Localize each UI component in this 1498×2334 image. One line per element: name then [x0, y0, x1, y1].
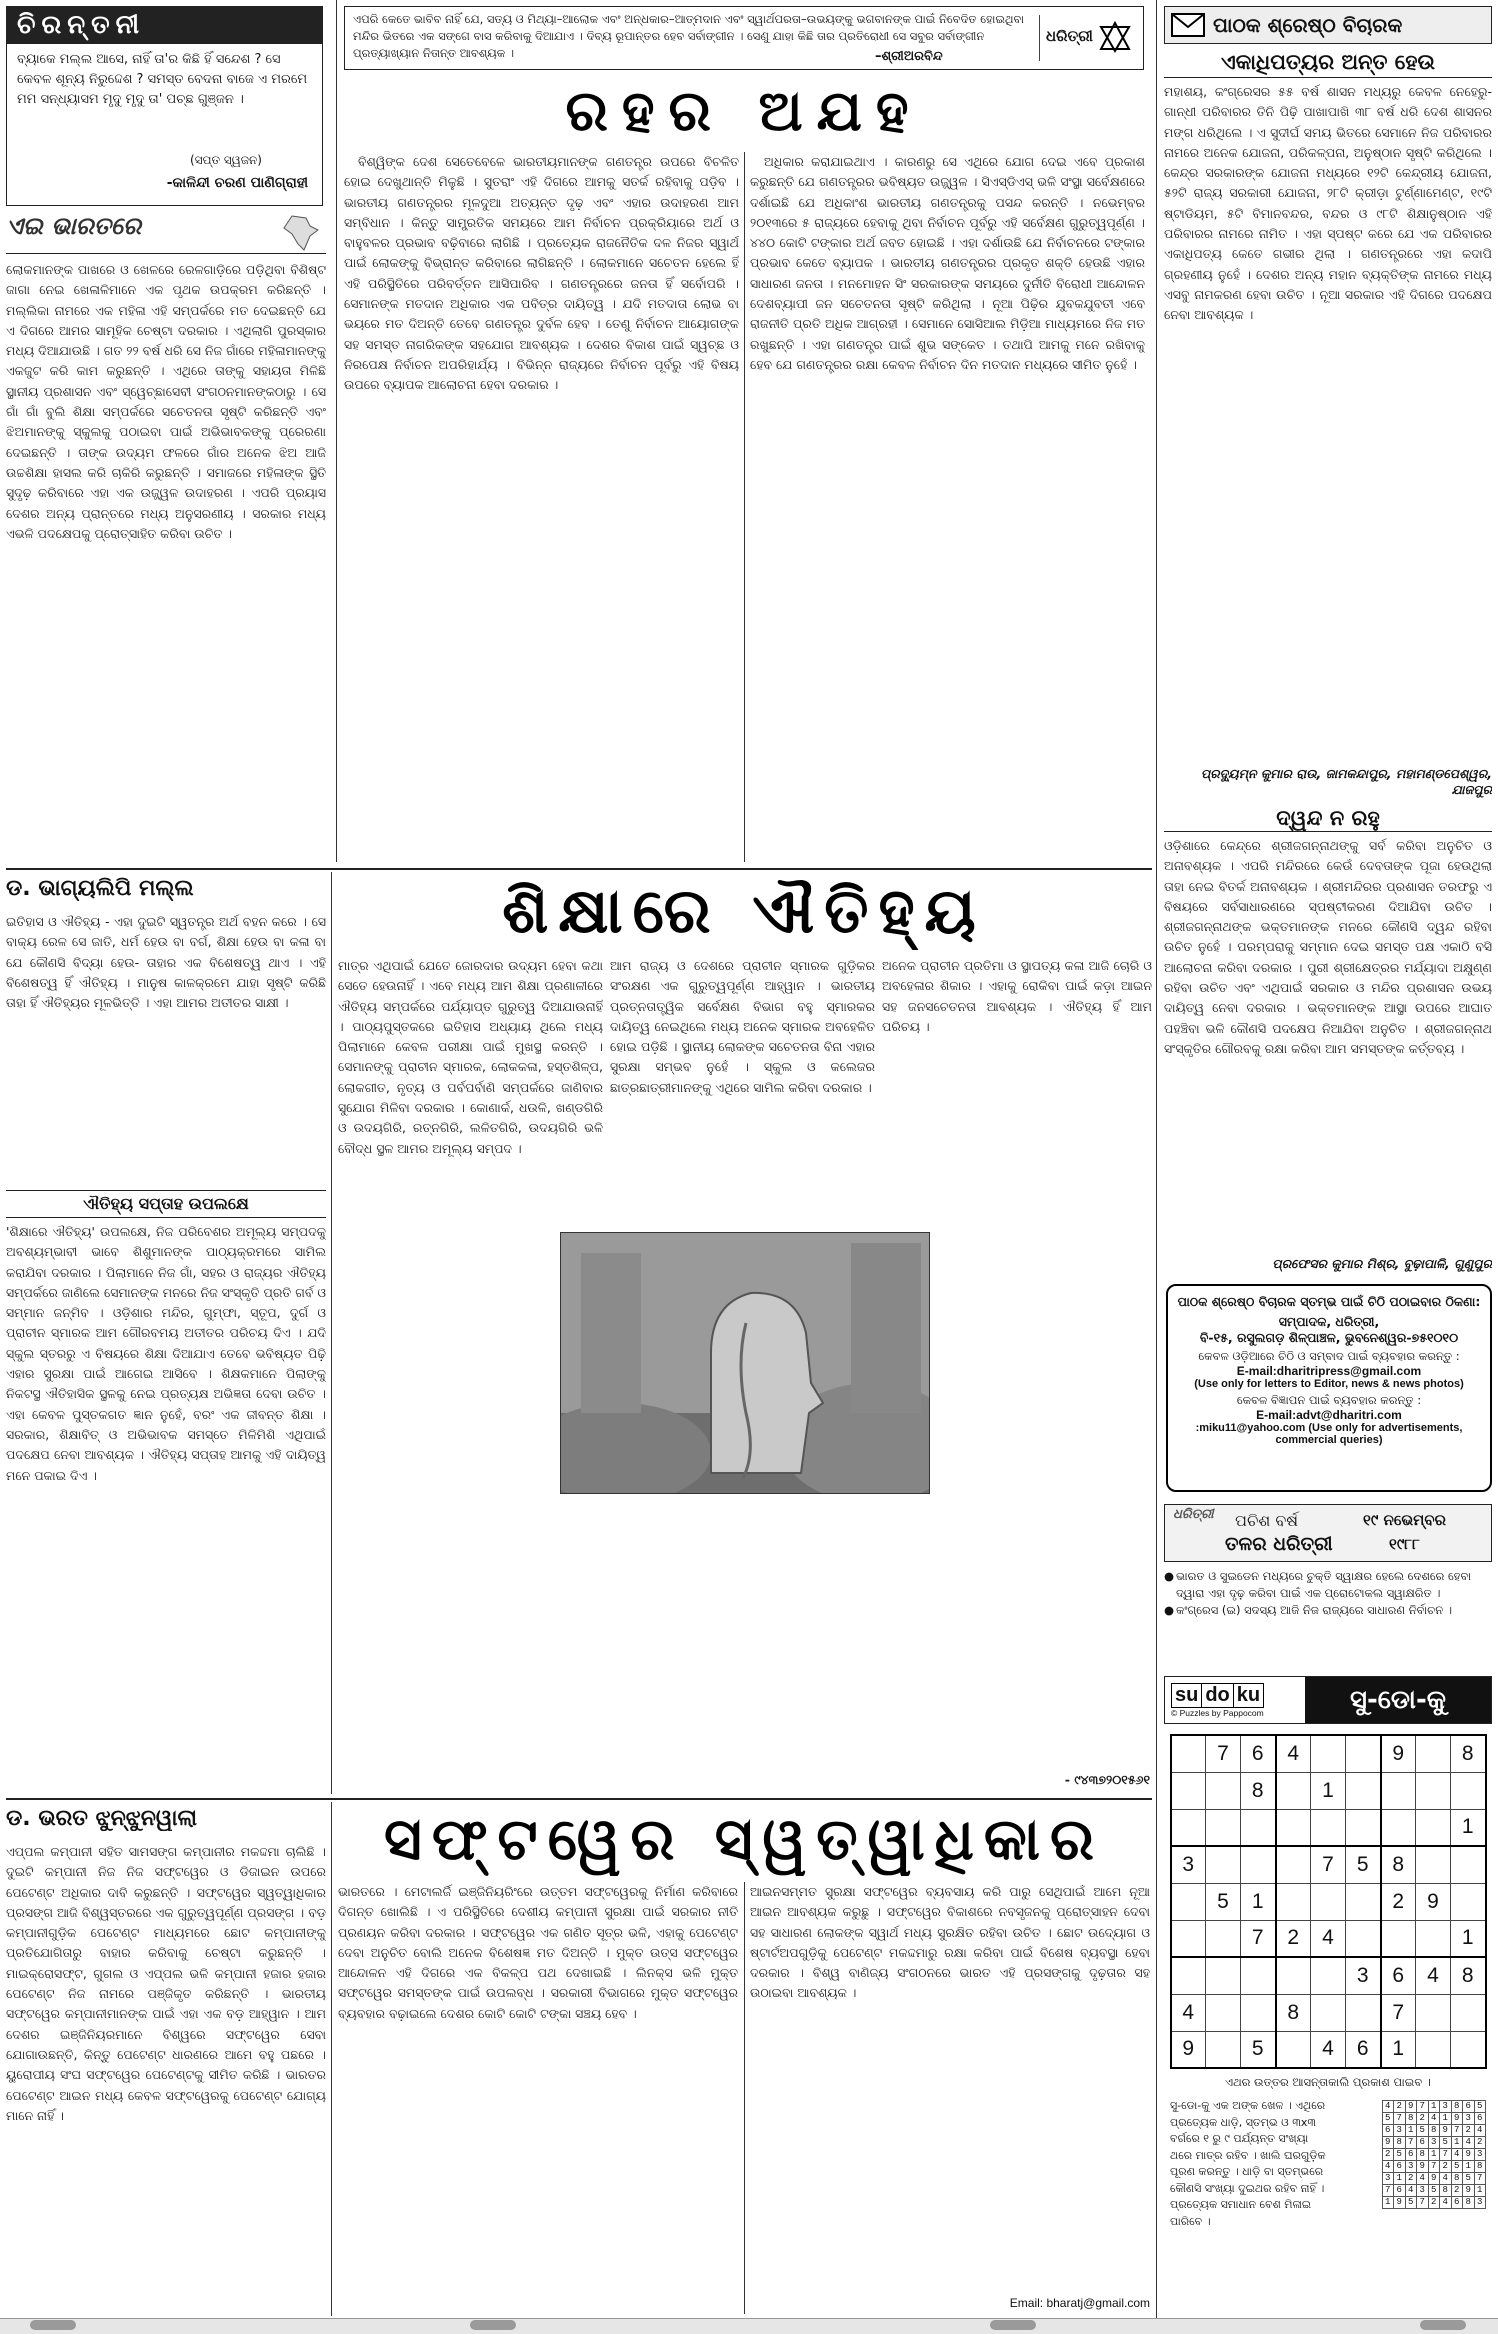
sculpture-photo-icon: [561, 1233, 930, 1494]
editorial-col-2: [750, 152, 1145, 862]
letter1-body: ମହାଶୟ, କଂଗ୍ରେସର ୫୫ ବର୍ଷ ଶାସନ ମଧ୍ୟରୁ କେବଳ ନେହେରୁ-ଗାନ୍ଧୀ ପରିବାରର ତିନି ପିଢ଼ି ପାଖାପାଖି ୩୮ ବର୍ଷ ଧରି ଦେଶ ଶାସନର ମଙ୍ଗ ଧରିଥିଲେ । ଏ ସୁଦୀର୍ଘ ସମୟ ଭିତରେ ସେମାନେ ନିଜ ପରିବାରର ନାମରେ ଅନେକ ଯୋଜନା, ପରିକଳ୍ପନା, ଅନୁଷ୍ଠାନ ସୃଷ୍ଟି କରିଥିଲେ । କେନ୍ଦ୍ର ସରକାରଙ୍କ ଯୋଜନା ମଧ୍ୟରେ ୧୨ଟି କେନ୍ଦ୍ରୀୟ ଯୋଜନା, ୫୨ଟି ରାଜ୍ୟ ସରକାରୀ ଯୋଜନା, ୨୮ଟି କ୍ରୀଡ଼ା ଟୁର୍ଣ୍ଣାମେଣ୍ଟ, ୧୯ଟି ଷ୍ଟାଡିୟମ, ୫ଟି ବିମାନବନ୍ଦର, ବନ୍ଦର ଓ ୯୮ଟି ଶିକ୍ଷାନୁଷ୍ଠାନ ଏହି ପରିବାରର ନାମରେ ନାମିତ । ଏହା ସ୍ପଷ୍ଟ କରେ ଯେ ଏକ ପରିବାରର ଏକାଧିପତ୍ୟ କେତେ ଗଭୀର ଥିଲା । ଗଣତନ୍ତ୍ରରେ ଏହା କଦାପି ଗ୍ରହଣୀୟ ନୁହେଁ । ଦେଶର ଅନ୍ୟ ମହାନ ବ୍ୟକ୍ତିଙ୍କ ନାମରେ ମଧ୍ୟ ଏସବୁ ନାମକରଣ ହେବା ଉଚିତ । ନୂଆ ସରକାର ଏହି ଦିଗରେ ପଦକ୍ଷେପ ନେବା ଆବଶ୍ୟକ ।: [1164, 84, 1492, 323]
sudoku-logo: [1165, 1677, 1305, 1723]
sudoku-cell[interactable]: 1: [1381, 2031, 1416, 2068]
sudoku-row: [1171, 1809, 1486, 1846]
solution-cell: 3: [1405, 2161, 1417, 2173]
col-divider: [1156, 0, 1157, 2318]
letter2-sign: ପ୍ରଫେସର କୁମାର ମିଶ୍ର, ବୁଢ଼ାପାଳି, ଗୁଣୁପୁର: [1272, 1256, 1492, 1271]
sudoku-cell[interactable]: 6: [1346, 2031, 1381, 2068]
sudoku-cell[interactable]: [1311, 1994, 1346, 2031]
sudoku-cell[interactable]: [1381, 1809, 1416, 1846]
sudoku-cell[interactable]: [1416, 1846, 1451, 1883]
page-footer-bar: [0, 2318, 1498, 2334]
sudoku-cell[interactable]: 1: [1241, 1883, 1276, 1920]
sudoku-cell[interactable]: 7: [1206, 1735, 1241, 1772]
sudoku-logo-part: su: [1171, 1683, 1202, 1708]
solution-cell: 3: [1394, 2125, 1406, 2137]
history-logo: ଧରିତ୍ରୀ: [1173, 1507, 1214, 1522]
shikshare-col-1a: ଇତିହାସ ଓ ଐତିହ୍ୟ - ଏହା ଦୁଇଟି ସ୍ୱତନ୍ତ୍ର ଅର୍ଥ ବହନ କରେ । ସେ ବାକ୍ୟ ରେଳ ସେ ଜାତି, ଧର୍ମ ହେଉ ବା ବର୍ଗ, ଶିକ୍ଷା ହେଉ ବା କଳା ବା ଯେ କୌଣସି ବିଦ୍ୟା ହେଉ- ତାହାର ଏକ ବିଶେଷତ୍ୱ ଥାଏ । ଏହି ବିଶେଷତ୍ୱ ହିଁ ଐତିହ୍ୟ । ମାନୁଷ କାଳକ୍ରମେ ଯାହା ସୃଷ୍ଟି କରିଛି ତାହା ହିଁ ଐତିହ୍ୟର ମୂଳଭିତ୍ତି । ଏହା ଆମର ଅତୀତର ସାକ୍ଷୀ ।: [6, 914, 326, 1011]
shikshare-col-1b: 'ଶିକ୍ଷାରେ ଐତିହ୍ୟ' ଉପଲକ୍ଷେ, ନିଜ ପରିବେଶର ଅମୂଲ୍ୟ ସମ୍ପଦକୁ ଅବଶ୍ୟମ୍ଭାବୀ ଭାବେ ଶିଶୁମାନଙ୍କ ପାଠ୍ୟକ୍ରମରେ ସାମିଲ କରାଯିବା ଦରକାର । ପିଲାମାନେ ନିଜ ଗାଁ, ସହର ଓ ରାଜ୍ୟର ଐତିହ୍ୟ ସମ୍ପର୍କରେ ଜାଣିଲେ ସେମାନଙ୍କ ମନରେ ନିଜ ସଂସ୍କୃତି ପ୍ରତି ଗର୍ବ ଓ ସମ୍ମାନ ଜନ୍ମିବ । ଓଡ଼ିଶାର ମନ୍ଦିର, ଗୁମ୍ଫା, ସ୍ତୂପ, ଦୁର୍ଗ ଓ ପ୍ରାଚୀନ ସ୍ମାରକ ଆମ ଗୌରବମୟ ଅତୀତର ପରିଚୟ ଦିଏ । ଯଦି ସ୍କୁଲ ସ୍ତରରୁ ଏ ବିଷୟରେ ଶିକ୍ଷା ଦିଆଯାଏ ତେବେ ଭବିଷ୍ୟତ ପିଢ଼ି ଏହାର ସୁରକ୍ଷା ପାଇଁ ଆଗେଇ ଆସିବେ । ଶିକ୍ଷକମାନେ ପିଲାଙ୍କୁ ନିକଟସ୍ଥ ଐତିହାସିକ ସ୍ଥଳକୁ ନେଇ ପ୍ରତ୍ୟକ୍ଷ ଅଭିଜ୍ଞତା ଦେବା ଉଚିତ । ଏହା କେବଳ ପୁସ୍ତକଗତ ଜ୍ଞାନ ନୁହେଁ, ବରଂ ଏକ ଜୀବନ୍ତ ଶିକ୍ଷା । ସରକାର, ଶିକ୍ଷାବିତ୍ ଓ ଅଭିଭାବକ ସମସ୍ତେ ମିଳିମିଶି ଏଥିପାଇଁ ପଦକ୍ଷେପ ନେବା ଆବଶ୍ୟକ । ଐତିହ୍ୟ ସପ୍ତାହ ଆମକୁ ଏହି ଦାୟିତ୍ୱ ମନେ ପକାଇ ଦିଏ ।: [6, 1224, 326, 1483]
sudoku-cell[interactable]: 2: [1276, 1920, 1311, 1957]
solution-cell: 1: [1428, 2149, 1440, 2161]
solution-cell: 5: [1394, 2149, 1406, 2161]
solution-cell: 5: [1440, 2137, 1452, 2149]
chirantani-poem: ବ୍ୟାକେ ମଲ୍ଲ ଆସେ, ନାହିଁ ତା'ର କିଛି ହିଁ ସନ୍ଦେଶ ? ସେ କେବଳ ଶୂନ୍ୟ ନିରୁଦ୍ଦେଶ ? ସମସ୍ତ ବେଦନା ବାଜେ ଏ ମରମେ ମମ ସନ୍ଧ୍ୟାସମ ମୃଦୁ ମୃଦୁ ତା' ପଚ୍ଛ ଗୁଞ୍ଜନ ।: [17, 52, 308, 107]
sudoku-cell[interactable]: 8: [1451, 1957, 1486, 1994]
sudoku-cell[interactable]: [1346, 1735, 1381, 1772]
sudoku-cell[interactable]: 8: [1241, 1772, 1276, 1809]
solution-cell: 9: [1451, 2113, 1463, 2125]
page-tab-mark: [990, 2320, 1036, 2330]
history-item-1: ● ଭାରତ ଓ ସୁଇଡେନ ମଧ୍ୟରେ ଚୁକ୍ତି ସ୍ୱାକ୍ଷର ହେଲେ ଦେଶରେ ହେବା ଦ୍ୱାରା ଏହା ଦୃଢ଼ କରିବା ପାଇଁ ଏକ ପ୍ରୋଟୋକଲ ସ୍ୱାକ୍ଷରିତ ।: [1164, 1569, 1471, 1600]
software-author: ଡ. ଭରତ ଝୁନ୍‌ଝୁନୱାଲା: [6, 1806, 198, 1831]
solution-cell: 4: [1440, 2173, 1452, 2185]
solution-row: [1382, 2125, 1486, 2137]
sudoku-cell[interactable]: 9: [1171, 2031, 1206, 2068]
solution-cell: 8: [1394, 2137, 1406, 2149]
sudoku-cell[interactable]: [1171, 1883, 1206, 1920]
solution-row: [1382, 2173, 1486, 2185]
sudoku-solution-grid: [1382, 2100, 1487, 2209]
dharitri-logo-text: ଧରିତ୍ରୀ: [1046, 27, 1093, 45]
solution-cell: 7: [1474, 2173, 1486, 2185]
solution-cell: 7: [1417, 2197, 1429, 2209]
dharitri-logo-small: [1039, 15, 1135, 61]
contact-email-1-note: (Use only for letters to Editor, news & news photos): [1194, 1378, 1464, 1390]
history-item-2: ● କଂଗ୍ରେସ (ଇ) ସଦସ୍ୟ ଆଜି ନିଜ ରାଜ୍ୟରେ ସାଧାରଣ ନିର୍ବାଚନ ।: [1164, 1603, 1453, 1617]
chirantani-title: ଚିରନ୍ତନୀ: [7, 7, 322, 44]
sudoku-cell[interactable]: [1276, 1957, 1311, 1994]
col-divider: [744, 1882, 745, 2314]
contact-box: [1166, 1284, 1492, 1492]
sudoku-row: [1171, 1883, 1486, 1920]
sudoku-cell[interactable]: [1416, 1920, 1451, 1957]
solution-cell: 6: [1451, 2197, 1463, 2209]
contact-email-2[interactable]: E-mail:advt@dharitri.com: [1256, 1408, 1402, 1422]
sudoku-cell[interactable]: [1451, 2031, 1486, 2068]
solution-cell: 1: [1451, 2137, 1463, 2149]
shikshare-col-3-top: ଆମ ରାଜ୍ୟ ଓ ଦେଶରେ ପ୍ରାଚୀନ ସ୍ମାରକ ଗୁଡ଼ିକର ସଂରକ୍ଷଣ ଏକ ଗୁରୁତ୍ୱପୂର୍ଣ୍ଣ ଆହ୍ୱାନ । ଭାରତୀୟ ପ୍ରତ୍ନତାତ୍ତ୍ୱିକ ସର୍ବେକ୍ଷଣ ବିଭାଗ ବହୁ ସ୍ମାରକର ଦାୟିତ୍ୱ ନେଇଥିଲେ ମଧ୍ୟ ଅନେକ ସ୍ମାରକ ଅବହେଳିତ ହୋଇ ପଡ଼ିଛି । ସ୍ଥାନୀୟ ଲୋକଙ୍କ ସଚେତନତା ବିନା ଏହାର ସୁରକ୍ଷା ସମ୍ଭବ ନୁହେଁ । ସ୍କୁଲ ଓ କଲେଜର ଛାତ୍ରଛାତ୍ରୀମାନଙ୍କୁ ଏଥିରେ ସାମିଲ କରିବା ଦରକାର ।: [610, 958, 875, 1095]
solution-cell: 5: [1405, 2197, 1417, 2209]
sudoku-cell[interactable]: [1416, 1994, 1451, 2031]
ebhartiya-body: ଲୋକମାନଙ୍କ ପାଖରେ ଓ ଖେଳରେ ରେଳଗାଡ଼ିରେ ପଡ଼ିଥିବା ବିଶିଷ୍ଟ ଜାଗା ନେଇ ଖେଳାଳିମାନେ ଏକ ପୃଥକ ଉପକ୍ରମ କରିଛନ୍ତି । ମଲ୍ଲିକା ନାମରେ ଏକ ମହିଳା ଏହି ସମ୍ପର୍କରେ ମତ ଦେଇଛନ୍ତି ଯେ ଏ ଦିଗରେ ଆମର ସାମୂହିକ ଚେଷ୍ଟା ଦରକାର । ଏଥିଲାଗି ପୁରସ୍କାର ମଧ୍ୟ ଦିଆଯାଉଛି । ଗତ ୨୨ ବର୍ଷ ଧରି ସେ ନିଜ ଗାଁରେ ମହିଳାମାନଙ୍କୁ ଏକଜୁଟ କରି କାମ କରୁଛନ୍ତି । ଏଥିରେ ତାଙ୍କୁ ସହାୟତା ମିଳିଛି ସ୍ଥାନୀୟ ପ୍ରଶାସନ ଏବଂ ସ୍ୱେଚ୍ଛାସେବୀ ସଂଗଠନମାନଙ୍କଠାରୁ । ସେ ଗାଁ ଗାଁ ବୁଲି ଶିକ୍ଷା ସମ୍ପର୍କରେ ସଚେତନତା ସୃଷ୍ଟି କରିଛନ୍ତି ଏବଂ ଝିଅମାନଙ୍କୁ ସ୍କୁଲକୁ ପଠାଇବା ପାଇଁ ଅଭିଭାବକଙ୍କୁ ପ୍ରେରଣା ଦେଇଛନ୍ତି । ତାଙ୍କ ଉଦ୍ୟମ ଫଳରେ ଗାଁର ଅନେକ ଝିଅ ଆଜି ଉଚ୍ଚଶିକ୍ଷା ହାସଲ କରି ଚାକିରି କରୁଛନ୍ତି । ସମାଜରେ ମହିଳାଙ୍କ ସ୍ଥିତି ସୁଦୃଢ଼ କରିବାରେ ଏହା ଏକ ଉଜ୍ଜ୍ୱଳ ଉଦାହରଣ । ଏପରି ପ୍ରୟାସ ଦେଶର ଅନ୍ୟ ପ୍ରାନ୍ତରେ ମଧ୍ୟ ଅନୁସରଣୀୟ । ସରକାର ମଧ୍ୟ ଏଭଳି ପଦକ୍ଷେପକୁ ପ୍ରୋତ୍ସାହିତ କରିବା ଉଚିତ ।: [6, 262, 326, 541]
letter2-title: ଦ୍ୱନ୍ଦ ନ ରହୁ: [1164, 806, 1492, 832]
solution-cell: 4: [1417, 2173, 1429, 2185]
solution-cell: 6: [1405, 2149, 1417, 2161]
solution-cell: 9: [1394, 2197, 1406, 2209]
sudoku-cell[interactable]: [1346, 1809, 1381, 1846]
sudoku-cell[interactable]: [1171, 1957, 1206, 1994]
sudoku-cell[interactable]: [1206, 1809, 1241, 1846]
solution-cell: 1: [1394, 2173, 1406, 2185]
contact-email-3[interactable]: :miku11@yahoo.com (Use only for advertisements, commercial queries): [1195, 1422, 1463, 1446]
sudoku-cell[interactable]: 6: [1241, 1735, 1276, 1772]
solution-cell: 5: [1451, 2161, 1463, 2173]
sudoku-cell[interactable]: 7: [1311, 1846, 1346, 1883]
solution-cell: 1: [1428, 2101, 1440, 2113]
sudoku-cell[interactable]: [1451, 1994, 1486, 2031]
quote-attribution: –ଶ୍ରୀଅରବିନ୍ଦ: [875, 49, 943, 64]
solution-cell: 7: [1428, 2161, 1440, 2173]
sudoku-cell[interactable]: 8: [1276, 1994, 1311, 2031]
sudoku-cell[interactable]: [1241, 1994, 1276, 2031]
sudoku-cell[interactable]: 7: [1381, 1994, 1416, 2031]
col-divider: [744, 152, 745, 862]
solution-cell: 5: [1474, 2101, 1486, 2113]
solution-cell: 9: [1417, 2161, 1429, 2173]
solution-cell: 4: [1463, 2137, 1475, 2149]
sudoku-cell[interactable]: [1206, 1994, 1241, 2031]
solution-cell: 8: [1440, 2185, 1452, 2197]
editorial-col-1: [344, 152, 739, 862]
sudoku-cell[interactable]: [1171, 1809, 1206, 1846]
solution-cell: 7: [1394, 2113, 1406, 2125]
sudoku-grid: [1170, 1734, 1487, 2069]
sudoku-cell[interactable]: [1276, 1809, 1311, 1846]
section-divider: [6, 1798, 1152, 1800]
history-item-text: ଭାରତ ଓ ସୁଇଡେନ ମଧ୍ୟରେ ଚୁକ୍ତି ସ୍ୱାକ୍ଷର ହେଲେ ଦେଶରେ ହେବା ଦ୍ୱାରା ଏହା ଦୃଢ଼ କରିବା ପାଇଁ ଏକ ପ୍ରୋଟୋକଲ ସ୍ୱାକ୍ଷରିତ ।: [1176, 1569, 1471, 1600]
solution-cell: 5: [1382, 2113, 1394, 2125]
solution-cell: 4: [1451, 2149, 1463, 2161]
quote-text: ଏପରି କେତେ ଭାବିବ ନାହିଁ ଯେ, ସତ୍ୟ ଓ ମିଥ୍ୟା–ଆଲୋକ ଏବଂ ଅନ୍ଧକାର–ଆତ୍ମଦାନ ଏବଂ ସ୍ୱାର୍ଥପରତା–ଉଭୟଙ୍କୁ ଭଗବାନଙ୍କ ପାଇଁ ନିବେଦିତ ହୋଇଥିବା ମନ୍ଦିର ଭିତରେ ଏକ ସଙ୍ଗେ ବାସ କରିବାକୁ ଦିଆଯାଏ । ଦିବ୍ୟ ରୂପାନ୍ତର ହେବ ସର୍ବାଙ୍ଗୀନ । ସେଣୁ ଯାହା କିଛି ତାର ପ୍ରତିରୋଧୀ ସେ ସବୁର ସର୍ବାଙ୍ଗୀନ ପ୍ରତ୍ୟାଖ୍ୟାନ ନିତାନ୍ତ ଆବଶ୍ୟକ ।: [353, 12, 1024, 60]
editorial-text-1: ବିଶ୍ୱିଙ୍କ ଦେଶ ସେତେବେଳେ ଭାରତୀୟମାନଙ୍କ ଗଣତନ୍ତ୍ର ଉପରେ ବିଚଳିତ ହୋଇ ଦେଖୁଥାନ୍ତି ମିଳୁଛି । ସୁତରାଂ ଏହି ଦିଗରେ ଆମକୁ ସତର୍କ ରହିବାକୁ ପଡ଼ିବ । ଭାରତୀୟ ଗଣତନ୍ତ୍ରର ମୂଳଦୁଆ ଅତ୍ୟନ୍ତ ଦୃଢ଼ ଏବଂ ଏହାର ଉଦାହରଣ ଆମ ସମ୍ବିଧାନ । କିନ୍ତୁ ସାମ୍ପ୍ରତିକ ସମୟରେ ଆମ ନିର୍ବାଚନ ପ୍ରକ୍ରିୟାରେ ଅର୍ଥ ଓ ବାହୁବଳର ପ୍ରଭାବ ବଢ଼ିବାରେ ଲାଗିଛି । ପ୍ରତ୍ୟେକ ରାଜନୈତିକ ଦଳ ନିଜର ସ୍ୱାର୍ଥ ପାଇଁ ଲୋକଙ୍କୁ ବିଭ୍ରାନ୍ତ କରିବାରେ ଲାଗିଛନ୍ତି । ଲୋକମାନେ ସଚେତନ ହେଲେ ହିଁ ଏହି ପରିସ୍ଥିତିରେ ପରିବର୍ତ୍ତନ ଆସିପାରିବ । ଗଣତନ୍ତ୍ରରେ ଜନତା ହିଁ ସର୍ବୋପରି । ସେମାନଙ୍କ ମତଦାନ ଅଧିକାର ଏକ ପବିତ୍ର ଦାୟିତ୍ୱ । ଯଦି ମତଦାତା ଲୋଭ ବା ଭୟରେ ମତ ଦିଅନ୍ତି ତେବେ ଗଣତନ୍ତ୍ର ଦୁର୍ବଳ ହେବ । ତେଣୁ ନିର୍ବାଚନ ଆୟୋଗଙ୍କ ସହ ସମସ୍ତ ନାଗରିକଙ୍କ ସହଯୋଗ ଆବଶ୍ୟକ । ଦେଶର ବିକାଶ ପାଇଁ ସ୍ୱଚ୍ଛ ଓ ନିରପେକ୍ଷ ନିର୍ବାଚନ ଅପରିହାର୍ଯ୍ୟ । ବିଭିନ୍ନ ରାଜ୍ୟରେ ନିର୍ବାଚନ ପୂର୍ବରୁ ଏହି ବିଷୟ ଉପରେ ବ୍ୟାପକ ଆଲୋଚନା ହେବା ଦରକାର ।: [344, 154, 739, 393]
sudoku-cell[interactable]: [1416, 1735, 1451, 1772]
sudoku-cell[interactable]: [1241, 1809, 1276, 1846]
solution-cell: 8: [1405, 2113, 1417, 2125]
page-tab-mark: [1420, 2320, 1466, 2330]
solution-cell: 1: [1440, 2113, 1452, 2125]
solution-cell: 4: [1440, 2197, 1452, 2209]
solution-cell: 3: [1417, 2185, 1429, 2197]
solution-row: [1382, 2101, 1486, 2113]
solution-cell: 9: [1382, 2137, 1394, 2149]
solution-cell: 2: [1440, 2161, 1452, 2173]
contact-editor: ସମ୍ପାଦକ, ଧରିତ୍ରୀ,: [1278, 1314, 1380, 1329]
sudoku-row: [1171, 1846, 1486, 1883]
history-date: ୧୯ ନଭେମ୍ବର: [1363, 1511, 1446, 1529]
sudoku-cell[interactable]: 3: [1171, 1846, 1206, 1883]
solution-cell: 8: [1463, 2197, 1475, 2209]
solution-cell: 1: [1474, 2185, 1486, 2197]
sudoku-cell[interactable]: 1: [1451, 1920, 1486, 1957]
software-col-2: ଭାରତରେ । ମେଟାଲର୍ଜି ଇଞ୍ଜିନିୟରିଂରେ ଉତ୍ତମ ସଫ୍ଟୱେରକୁ ନିର୍ମାଣ କରିବାରେ ଦିଗନ୍ତ ଖୋଲିଛି । ଏ ପରିସ୍ଥିତିରେ ଦେଶୀୟ କମ୍ପାନୀ ସୁରକ୍ଷା ପାଇଁ ସରକାର ନୀତି ପ୍ରଣୟନ କରିବା ଦରକାର । ସଫ୍ଟୱେର ଏକ ଗଣିତ ସୂତ୍ର ଭଳି, ଏହାକୁ ପେଟେଣ୍ଟ ଦେବା ଅନୁଚିତ ବୋଲି ଅନେକ ବିଶେଷଜ୍ଞ ମତ ଦିଅନ୍ତି । ମୁକ୍ତ ଉତ୍ସ ସଫ୍ଟୱେର ଆନ୍ଦୋଳନ ଏହି ଦିଗରେ ଏକ ବିକଳ୍ପ ପଥ ଦେଖାଇଛି । ଲିନକ୍ସ ଭଳି ମୁକ୍ତ ସଫ୍ଟୱେର ସମସ୍ତଙ୍କ ପାଇଁ ଉପଲବ୍ଧ । ସରକାରୀ ବିଭାଗରେ ମୁକ୍ତ ସଫ୍ଟୱେର ବ୍ୟବହାର ବଢ଼ାଇଲେ ଦେଶର କୋଟି କୋଟି ଟଙ୍କା ସଞ୍ଚୟ ହେବ ।: [338, 1884, 738, 2021]
sudoku-credit: © Puzzles by Pappocom: [1171, 1707, 1264, 1718]
solution-cell: 6: [1382, 2125, 1394, 2137]
sudoku-cell[interactable]: [1276, 1883, 1311, 1920]
solution-cell: 2: [1405, 2173, 1417, 2185]
sudoku-rules: ସୁ-ଡୋ-କୁ ଏକ ଅଙ୍କ ଖେଳ । ଏଥିରେ ପ୍ରତ୍ୟେକ ଧାଡ଼ି, ସ୍ତମ୍ଭ ଓ ୩x୩ ବର୍ଗରେ ୧ ରୁ ୯ ପର୍ଯ୍ୟନ୍ତ ସଂଖ୍ୟା ଥରେ ମାତ୍ର ରହିବ । ଖାଲି ଘରଗୁଡ଼ିକ ପୂରଣ କରନ୍ତୁ । ଧାଡ଼ି ବା ସ୍ତମ୍ଭରେ କୌଣସି ସଂଖ୍ୟା ଦୁଇଥର ରହିବ ନାହିଁ । ପ୍ରତ୍ୟେକ ସମାଧାନ ବେଶ ମିଳାଇ ପାରିବେ ।: [1170, 2099, 1326, 2228]
solution-cell: 6: [1463, 2101, 1475, 2113]
contact-address: ବି-୧୫, ରସୁଲଗଡ଼ ଶିଳ୍ପାଞ୍ଚଳ, ଭୁବନେଶ୍ୱର-୭୫୧୦୧୦: [1199, 1330, 1459, 1345]
sudoku-cell[interactable]: 4: [1311, 1920, 1346, 1957]
solution-cell: 9: [1463, 2149, 1475, 2161]
editorial-text-2: ଅଧିକାର କରାଯାଇଥାଏ । କାରଣରୁ ସେ ଏଥିରେ ଯୋଗ ଦେଇ ଏବେ ପ୍ରକାଶ କରୁଛନ୍ତି ଯେ ଗଣତନ୍ତ୍ରର ଭବିଷ୍ୟତ ଉଜ୍ଜ୍ୱଳ । ସିଏସ୍‌ଡିଏସ୍‌ ଭଳି ସଂସ୍ଥା ସର୍ବେକ୍ଷଣରେ ଦର୍ଶାଇଛି ଯେ ଅଧିକାଂଶ ଭାରତୀୟ ଗଣତନ୍ତ୍ରକୁ ପସନ୍ଦ କରନ୍ତି । ନଭେମ୍ବର ୨୦୧୩ରେ ୫ ରାଜ୍ୟରେ ହେବାକୁ ଥିବା ନିର୍ବାଚନ ପୂର୍ବରୁ ଏହି ସର୍ବେକ୍ଷଣ ଗୁରୁତ୍ୱପୂର୍ଣ୍ଣ । ୪୪୦ କୋଟି ଟଙ୍କାର ଅର୍ଥ ଜବତ ହୋଇଛି । ଏହା ଦର୍ଶାଉଛି ଯେ ନିର୍ବାଚନରେ ଟଙ୍କାର ପ୍ରଭାବ କେତେ ବ୍ୟାପକ । ଭାରତୀୟ ଗଣତନ୍ତ୍ରର ପ୍ରକୃତ ଶକ୍ତି ହେଉଛି ଏହାର ସାଧାରଣ ଜନତା । ମନମୋହନ ସିଂ ସରକାରଙ୍କ ସମୟରେ ଦୁର୍ନୀତି ବିରୋଧୀ ଆନ୍ଦୋଳନ ଦେଶବ୍ୟାପୀ ଜନ ସଚେତନତା ସୃଷ୍ଟି କରିଥିଲା । ନୂଆ ପିଢ଼ିର ଯୁବକଯୁବତୀ ଏବେ ରାଜନୀତି ପ୍ରତି ଅଧିକ ଆଗ୍ରହୀ । ସେମାନେ ସୋସିଆଲ ମିଡ଼ିଆ ମାଧ୍ୟମରେ ନିଜ ମତ ରଖୁଛନ୍ତି । ଏହା ଗଣତନ୍ତ୍ର ପାଇଁ ଶୁଭ ସଙ୍କେତ । ତଥାପି ଆମକୁ ମନେ ରଖିବାକୁ ହେବ ଯେ ଗଣତନ୍ତ୍ରର ରକ୍ଷା କେବଳ ନିର୍ବାଚନ ଦିନ ମତଦାନ ମଧ୍ୟରେ ସୀମିତ ନୁହେଁ ।: [750, 154, 1145, 372]
sudoku-cell[interactable]: [1451, 1846, 1486, 1883]
col-divider: [331, 1802, 332, 2316]
ebhartiya-logo: [6, 212, 326, 254]
sudoku-cell[interactable]: 4: [1276, 1735, 1311, 1772]
sudoku-cell[interactable]: [1416, 1809, 1451, 1846]
sudoku-cell[interactable]: [1171, 1735, 1206, 1772]
solution-cell: 7: [1451, 2125, 1463, 2137]
solution-cell: 4: [1382, 2101, 1394, 2113]
sudoku-cell[interactable]: [1171, 1920, 1206, 1957]
sudoku-cell[interactable]: [1276, 2031, 1311, 2068]
solution-cell: 7: [1417, 2101, 1429, 2113]
sudoku-row: [1171, 1920, 1486, 1957]
sudoku-cell[interactable]: 1: [1451, 1809, 1486, 1846]
sudoku-cell[interactable]: [1241, 1957, 1276, 1994]
solution-cell: 7: [1382, 2185, 1394, 2197]
sudoku-cell[interactable]: [1276, 1846, 1311, 1883]
sudoku-cell[interactable]: [1311, 1809, 1346, 1846]
solution-cell: 4: [1474, 2125, 1486, 2137]
sudoku-cell[interactable]: 1: [1311, 1772, 1346, 1809]
solution-row: [1382, 2185, 1486, 2197]
sudoku-cell[interactable]: [1241, 1846, 1276, 1883]
sudoku-cell[interactable]: 7: [1241, 1920, 1276, 1957]
sudoku-cell[interactable]: 9: [1416, 1883, 1451, 1920]
solution-cell: 6: [1474, 2113, 1486, 2125]
software-col-3: ଆଇନସମ୍ମତ ସୁରକ୍ଷା ସଫ୍ଟୱେର ବ୍ୟବସାୟ କରି ପାରୁ ସେଥିପାଇଁ ଆମେ ନୂଆ ଆଇନ ଆବଶ୍ୟକ କରୁଛୁ । ସଫ୍ଟୱେର ବିକାଶରେ ନବସୃଜନକୁ ପ୍ରୋତ୍ସାହନ ଦେବା ସହ ସାଧାରଣ ଲୋକଙ୍କ ସ୍ୱାର୍ଥ ମଧ୍ୟ ସୁରକ୍ଷିତ ରହିବା ଉଚିତ । ଛୋଟ ଉଦ୍ୟୋଗ ଓ ଷ୍ଟାର୍ଟଅପଗୁଡ଼ିକୁ ପେଟେଣ୍ଟ ମକଦ୍ଦମାରୁ ରକ୍ଷା କରିବା ପାଇଁ ବିଶେଷ ବ୍ୟବସ୍ଥା ହେବା ଦରକାର । ବିଶ୍ୱ ବାଣିଜ୍ୟ ସଂଗଠନରେ ଭାରତ ଏହି ପ୍ରସଙ୍ଗକୁ ଦୃଢ଼ତାର ସହ ଉଠାଇବା ଆବଶ୍ୟକ ।: [750, 1884, 1150, 2001]
solution-cell: 4: [1405, 2185, 1417, 2197]
ebhartiya-section: [6, 212, 326, 862]
solution-cell: 1: [1463, 2161, 1475, 2173]
solution-cell: 1: [1382, 2197, 1394, 2209]
contact-email-1[interactable]: E-mail:dharitripress@gmail.com: [1236, 1364, 1422, 1378]
emblem-icon: [1099, 21, 1131, 53]
shikshare-headline: ଶିକ୍ଷାରେ ଐତିହ୍ୟ: [502, 874, 986, 947]
letter1-title: ଏକାଧିପତ୍ୟର ଅନ୍ତ ହେଉ: [1164, 50, 1492, 78]
history-item-text: କଂଗ୍ରେସ (ଇ) ସଦସ୍ୟ ଆଜି ନିଜ ରାଜ୍ୟରେ ସାଧାରଣ ନିର୍ବାଚନ ।: [1176, 1603, 1453, 1617]
sudoku-cell[interactable]: [1276, 1772, 1311, 1809]
letters-section: [1164, 6, 1492, 1276]
india-map-icon: [280, 214, 320, 252]
sudoku-row: [1171, 1994, 1486, 2031]
contact-ad-note: କେବଳ ବିଜ୍ଞାପନ ପାଇଁ ବ୍ୟବହାର କରନ୍ତୁ :: [1236, 1393, 1422, 1407]
col-divider: [336, 0, 337, 862]
solution-cell: 2: [1428, 2197, 1440, 2209]
solution-cell: 6: [1417, 2137, 1429, 2149]
solution-row: [1382, 2197, 1486, 2209]
sudoku-cell[interactable]: 4: [1416, 1957, 1451, 1994]
sudoku-row: [1171, 1735, 1486, 1772]
solution-cell: 5: [1428, 2185, 1440, 2197]
solution-cell: 8: [1474, 2161, 1486, 2173]
shikshare-tail: - ୯୪୩୭୨୦୧୫୬୧: [1064, 1772, 1150, 1787]
sudoku-section: [1164, 1676, 1492, 2316]
sudoku-cell[interactable]: 8: [1451, 1735, 1486, 1772]
solution-cell: 3: [1474, 2197, 1486, 2209]
shikshare-subhead: ଐତିହ୍ୟ ସପ୍ତାହ ଉପଲକ୍ଷେ: [6, 1190, 326, 1218]
solution-cell: 1: [1405, 2125, 1417, 2137]
solution-cell: 2: [1394, 2101, 1406, 2113]
sudoku-cell[interactable]: 8: [1381, 1846, 1416, 1883]
sudoku-cell[interactable]: [1311, 1883, 1346, 1920]
sudoku-cell[interactable]: [1416, 1772, 1451, 1809]
sudoku-cell[interactable]: [1206, 1920, 1241, 1957]
sudoku-logo-part: do: [1202, 1683, 1233, 1708]
sudoku-cell[interactable]: [1206, 1957, 1241, 1994]
sudoku-header: [1164, 1676, 1492, 1724]
solution-cell: 9: [1440, 2125, 1452, 2137]
ebhartiya-logo-text: ଏଇ ଭାରତରେ: [6, 212, 142, 240]
sudoku-cell[interactable]: 2: [1381, 1883, 1416, 1920]
solution-cell: 8: [1451, 2173, 1463, 2185]
history-label-2: ତଳର ଧରିତ୍ରୀ: [1225, 1533, 1333, 1555]
sudoku-cell[interactable]: [1206, 2031, 1241, 2068]
sudoku-cell[interactable]: [1381, 1772, 1416, 1809]
solution-cell: 7: [1440, 2149, 1452, 2161]
solution-row: [1382, 2149, 1486, 2161]
chirantani-author: -କାଳିନ୍ଦୀ ଚରଣ ପାଣିଗ୍ରାହୀ: [166, 175, 308, 191]
solution-cell: 2: [1382, 2149, 1394, 2161]
software-headline: ସଫ୍ଟୱେର ସ୍ୱତ୍ୱାଧିକାର: [384, 1805, 1104, 1873]
solution-cell: 8: [1451, 2101, 1463, 2113]
sudoku-cell[interactable]: [1206, 1846, 1241, 1883]
software-email[interactable]: Email: bharatj@gmail.com: [1009, 2296, 1150, 2310]
solution-cell: 2: [1474, 2137, 1486, 2149]
letters-banner: [1164, 6, 1492, 44]
sudoku-cell[interactable]: [1451, 1883, 1486, 1920]
chirantani-source: (ସପ୍ତ ସ୍ୱଜନ): [190, 153, 262, 167]
sudoku-cell[interactable]: 5: [1206, 1883, 1241, 1920]
solution-cell: 8: [1428, 2125, 1440, 2137]
history-label: ପଚିଶ ବର୍ଷ: [1235, 1511, 1299, 1530]
shikshare-author: ଡ. ଭାଗ୍ୟଲିପି ମଲ୍ଲ: [6, 876, 194, 901]
solution-cell: 6: [1394, 2161, 1406, 2173]
solution-cell: 4: [1428, 2113, 1440, 2125]
solution-cell: 4: [1382, 2161, 1394, 2173]
sudoku-cell[interactable]: [1311, 1957, 1346, 1994]
solution-cell: 8: [1417, 2149, 1429, 2161]
sudoku-cell[interactable]: [1346, 1994, 1381, 2031]
envelope-icon: [1171, 13, 1205, 37]
sudoku-rules-area: [1164, 2098, 1492, 2288]
letters-banner-text: ପାଠକ ଶ୍ରେଷ୍ଠ ବିଚାରକ: [1213, 13, 1403, 37]
sudoku-cell[interactable]: 5: [1346, 1846, 1381, 1883]
solution-cell: 3: [1382, 2173, 1394, 2185]
shikshare-col-2: ମାତ୍ର ଏଥିପାଇଁ ଯେତେ ଜୋରଦାର ଉଦ୍ୟମ ହେବା କଥା ସେତେ ହେଉନାହିଁ । ଏବେ ମଧ୍ୟ ଆମ ଶିକ୍ଷା ପ୍ରଣାଳୀରେ ଐତିହ୍ୟ ସମ୍ପର୍କରେ ପର୍ଯ୍ୟାପ୍ତ ଗୁରୁତ୍ୱ ଦିଆଯାଉନାହିଁ । ପାଠ୍ୟପୁସ୍ତକରେ ଇତିହାସ ଅଧ୍ୟାୟ ଥିଲେ ମଧ୍ୟ ପିଲାମାନେ କେବଳ ପରୀକ୍ଷା ପାଇଁ ମୁଖସ୍ଥ କରନ୍ତି । ସେମାନଙ୍କୁ ପ୍ରାଚୀନ ସ୍ମାରକ, ଲୋକକଳା, ହସ୍ତଶିଳ୍ପ, ଲୋକଗୀତ, ନୃତ୍ୟ ଓ ପର୍ବପର୍ବାଣି ସମ୍ପର୍କରେ ଜାଣିବାର ସୁଯୋଗ ମିଳିବା ଦରକାର । କୋଣାର୍କ, ଧଉଳି, ଖଣ୍ଡଗିରି ଓ ଉଦୟଗିରି, ରତ୍ନଗିରି, ଲଳିତଗିରି, ଉଦୟଗିରି ଭଳି ବୌଦ୍ଧ ସ୍ଥଳ ଆମର ଅମୂଲ୍ୟ ସମ୍ପଦ ।: [338, 958, 603, 1156]
shikshare-col-4-top: ଅନେକ ପ୍ରାଚୀନ ପ୍ରତିମା ଓ ସ୍ଥାପତ୍ୟ କଳା ଆଜି ଚୋରି ଓ ଅବହେଳାର ଶିକାର । ଏହାକୁ ରୋକିବା ପାଇଁ କଡ଼ା ଆଇନ ସହ ଜନସଚେତନତା ଆବଶ୍ୟକ । ଐତିହ୍ୟ ହିଁ ଆମ ପରିଚୟ ।: [882, 958, 1152, 1034]
software-col-1: ଏପ୍ପଲ କମ୍ପାନୀ ସହିତ ସାମସଙ୍ଗ କମ୍ପାନୀର ମକଦ୍ଦମା ଚାଲିଛି । ଦୁଇଟି କମ୍ପାନୀ ନିଜ ନିଜ ସଫ୍ଟୱେର ଓ ଡିଜାଇନ ଉପରେ ପେଟେଣ୍ଟ ଅଧିକାର ଦାବି କରୁଛନ୍ତି । ସଫ୍ଟୱେର ସ୍ୱତ୍ୱାଧିକାର ପ୍ରସଙ୍ଗ ଆଜି ବିଶ୍ୱସ୍ତରରେ ଏକ ଗୁରୁତ୍ୱପୂର୍ଣ୍ଣ ପ୍ରସଙ୍ଗ । ବଡ଼ କମ୍ପାନୀଗୁଡ଼ିକ ପେଟେଣ୍ଟ ମାଧ୍ୟମରେ ଛୋଟ କମ୍ପାନୀଙ୍କୁ ପ୍ରତିଯୋଗିତାରୁ ବାହାର କରିବାକୁ ଚେଷ୍ଟା କରୁଛନ୍ତି । ମାଇକ୍ରୋସଫ୍ଟ, ଗୁଗଲ ଓ ଏପ୍ପଲ ଭଳି କମ୍ପାନୀ ହଜାର ହଜାର ପେଟେଣ୍ଟ ନିଜ ନାମରେ ପଞ୍ଜିକୃତ କରିଛନ୍ତି । ଭାରତୀୟ ସଫ୍ଟୱେର କମ୍ପାନୀମାନଙ୍କ ପାଇଁ ଏହା ଏକ ବଡ଼ ଆହ୍ୱାନ । ଆମ ଦେଶର ଇଞ୍ଜିନିୟରମାନେ ବିଶ୍ୱରେ ସଫ୍ଟୱେର ସେବା ଯୋଗାଉଛନ୍ତି, କିନ୍ତୁ ପେଟେଣ୍ଟ ଧାରଣରେ ଆମେ ବହୁ ପଛରେ । ୟୁରୋପୀୟ ସଂଘ ସଫ୍ଟୱେର ପେଟେଣ୍ଟକୁ ସୀମିତ କରିଛି । ଭାରତର ପେଟେଣ୍ଟ ଆଇନ ମଧ୍ୟ କେବଳ ସଫ୍ଟୱେରକୁ ପେଟେଣ୍ଟ ଯୋଗ୍ୟ ମାନେ ନାହିଁ ।: [6, 1844, 326, 2123]
section-divider: [6, 868, 1152, 870]
solution-cell: 2: [1451, 2185, 1463, 2197]
contact-email-note: କେବଳ ଓଡ଼ିଆରେ ଚିଠି ଓ ସମ୍ବାଦ ପାଇଁ ବ୍ୟବହାର କରନ୍ତୁ :: [1198, 1349, 1460, 1363]
letter2-body: ଓଡ଼ିଶାରେ କେନ୍ଦ୍ରେ ଶ୍ରୀଜଗନ୍ନାଥଙ୍କୁ ସର୍ବ କରିବା ଅନୁଚିତ ଓ ଅନାବଶ୍ୟକ । ଏପରି ମନ୍ଦିରରେ କେଉଁ ଦେବତାଙ୍କ ପୂଜା ହେଉଥିଲା ତାହା ନେଇ ବିତର୍କ ଅନାବଶ୍ୟକ । ଶ୍ରୀମନ୍ଦିରର ପ୍ରଶାସନ ତରଫରୁ ଏ ବିଷୟରେ ସର୍ବସାଧାରଣରେ ସ୍ପଷ୍ଟୀକରଣ ଦିଆଯିବା ଉଚିତ । ଶ୍ରୀଜଗନ୍ନାଥଙ୍କ ଭକ୍ତମାନଙ୍କ ମନରେ କୌଣସି ଦ୍ୱନ୍ଦ ରହିବା ଉଚିତ ନୁହେଁ । ପରମ୍ପରାକୁ ସମ୍ମାନ ଦେଇ ସମସ୍ତ ପକ୍ଷ ଏକାଠି ବସି ଆଲୋଚନା କରିବା ଦରକାର । ପୁରୀ ଶ୍ରୀକ୍ଷେତ୍ରର ମର୍ଯ୍ୟାଦା ଅକ୍ଷୁଣ୍ଣ ରହିବା ଉଚିତ ଏବଂ ଏଥିପାଇଁ ସରକାର ଓ ମନ୍ଦିର ପ୍ରଶାସନ ଉଭୟ ଦାୟିତ୍ୱ ନେବା ଦରକାର । ଭକ୍ତମାନଙ୍କ ଆସ୍ଥା ଉପରେ ଆଘାତ ପହଞ୍ଚିବା ଭଳି କୌଣସି ପଦକ୍ଷେପ ନିଆଯିବା ଅନୁଚିତ । ଶ୍ରୀଜଗନ୍ନାଥ ସଂସ୍କୃତିର ଗୌରବକୁ ରକ୍ଷା କରିବା ଆମ ସମସ୍ତଙ୍କ କର୍ତ୍ତବ୍ୟ ।: [1164, 838, 1492, 1056]
sudoku-cell[interactable]: [1171, 1772, 1206, 1809]
history-header: [1164, 1504, 1492, 1562]
quote-box: [344, 6, 1144, 70]
sudoku-cell[interactable]: [1381, 1920, 1416, 1957]
heritage-photo: [560, 1232, 930, 1494]
page-tab-mark: [30, 2320, 76, 2330]
solution-cell: 3: [1440, 2101, 1452, 2113]
editorial-headline: ରହର ଅଯହ: [565, 79, 923, 144]
solution-cell: 5: [1417, 2125, 1429, 2137]
solution-cell: 2: [1417, 2113, 1429, 2125]
sudoku-row: [1171, 2031, 1486, 2068]
solution-cell: 9: [1428, 2173, 1440, 2185]
sudoku-cell[interactable]: [1346, 1772, 1381, 1809]
letter1-sign: ପ୍ରଦ୍ୟୁମ୍ନ କୁମାର ରାଉ, ଜାମକନ୍ଦାପୁର, ମହାମଣ୍ଡପେଶ୍ୱର, ଯାଜପୁର: [1200, 766, 1492, 797]
contact-heading: ପାଠକ ଶ୍ରେଷ୍ଠ ବିଚାରକ ସ୍ତମ୍ଭ ପାଇଁ ଚିଠି ପଠାଇବାର ଠିକଣା:: [1177, 1294, 1481, 1309]
page-tab-mark: [470, 2320, 516, 2330]
col-divider: [331, 872, 332, 1794]
solution-cell: 6: [1394, 2185, 1406, 2197]
sudoku-cell[interactable]: 3: [1346, 1957, 1381, 1994]
history-year: ୧୯୮୮: [1389, 1535, 1420, 1553]
solution-row: [1382, 2161, 1486, 2173]
solution-row: [1382, 2137, 1486, 2149]
solution-cell: 2: [1463, 2125, 1475, 2137]
sudoku-cell[interactable]: 4: [1171, 1994, 1206, 2031]
sudoku-answer-note: ଏଥର ଉତ୍ତର ଆସନ୍ତାକାଲି ପ୍ରକାଶ ପାଇବ ।: [1224, 2075, 1431, 2089]
solution-cell: 3: [1428, 2137, 1440, 2149]
sudoku-cell[interactable]: 6: [1381, 1957, 1416, 1994]
chirantani-box: [6, 6, 323, 206]
solution-cell: 9: [1463, 2185, 1475, 2197]
sudoku-cell[interactable]: [1346, 1920, 1381, 1957]
sudoku-row: [1171, 1957, 1486, 1994]
solution-cell: 3: [1474, 2149, 1486, 2161]
history-section: [1164, 1504, 1492, 1664]
sudoku-oriya-title: ସୁ-ଡୋ-କୁ: [1305, 1677, 1491, 1723]
sudoku-logo-part: ku: [1234, 1683, 1264, 1708]
sudoku-cell[interactable]: [1451, 1772, 1486, 1809]
solution-cell: 3: [1463, 2113, 1475, 2125]
sudoku-cell[interactable]: [1311, 1735, 1346, 1772]
sudoku-cell[interactable]: [1416, 2031, 1451, 2068]
solution-cell: 5: [1463, 2173, 1475, 2185]
sudoku-row: [1171, 1772, 1486, 1809]
sudoku-cell[interactable]: 4: [1311, 2031, 1346, 2068]
solution-row: [1382, 2113, 1486, 2125]
sudoku-cell[interactable]: 9: [1381, 1735, 1416, 1772]
sudoku-cell[interactable]: [1206, 1772, 1241, 1809]
sudoku-cell[interactable]: [1346, 1883, 1381, 1920]
solution-cell: 7: [1405, 2137, 1417, 2149]
sudoku-cell[interactable]: 5: [1241, 2031, 1276, 2068]
solution-cell: 9: [1405, 2101, 1417, 2113]
